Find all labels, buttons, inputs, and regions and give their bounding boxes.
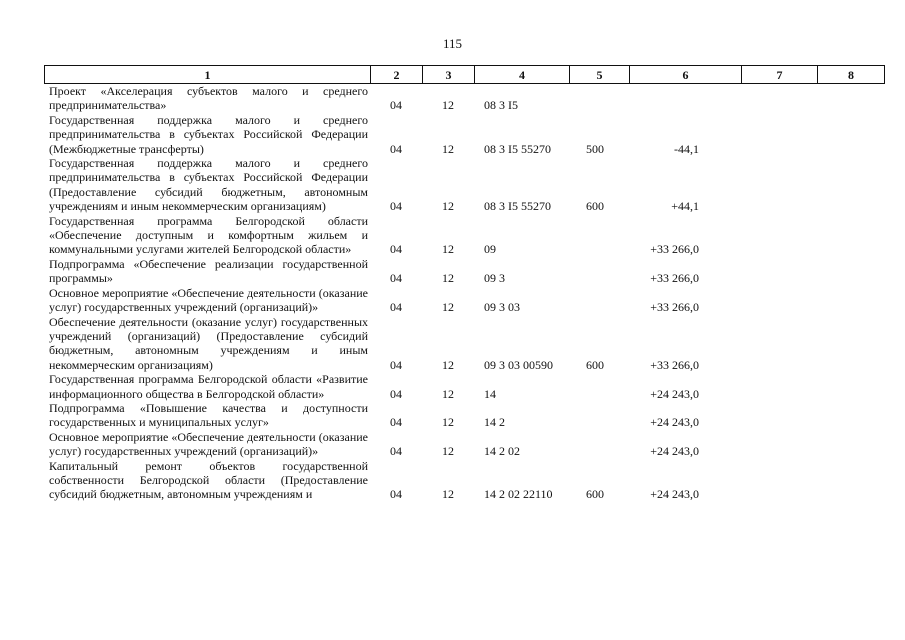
row-amount: -44,1: [674, 141, 699, 156]
table-row: [44, 84, 884, 113]
row-subsection: 12: [442, 199, 454, 214]
row-expense-type: 600: [586, 199, 604, 214]
row-subsection: 12: [442, 444, 454, 459]
row-amount: +33 266,0: [650, 300, 699, 315]
row-amount: +24 243,0: [650, 487, 699, 502]
header-col-2: 2: [371, 66, 423, 84]
row-target-code: 09: [484, 242, 496, 257]
row-section: 04: [390, 415, 402, 430]
header-col-7: 7: [742, 66, 818, 84]
row-subsection: 12: [442, 357, 454, 372]
row-amount: +24 243,0: [650, 386, 699, 401]
table-row: [44, 286, 884, 315]
row-name: Основное мероприятие «Обеспечение деятельности (оказание услуг) государственных учреждений (организаций)»: [49, 285, 368, 315]
row-section: 04: [390, 300, 402, 315]
header-col-6: 6: [630, 66, 742, 84]
row-target-code: 14 2 02: [484, 444, 520, 459]
header-col-8: 8: [818, 66, 885, 84]
row-section: 04: [390, 357, 402, 372]
row-subsection: 12: [442, 415, 454, 430]
row-subsection: 12: [442, 242, 454, 257]
row-target-code: 09 3 03 00590: [484, 357, 553, 372]
row-name: Подпрограмма «Обеспечение реализации государственной программы»: [49, 256, 368, 286]
row-section: 04: [390, 199, 402, 214]
row-section: 04: [390, 386, 402, 401]
header-col-5: 5: [570, 66, 630, 84]
row-section: 04: [390, 141, 402, 156]
row-name: Обеспечение деятельности (оказание услуг) государственных учреждений (организаций) (Предоставление субсидий бюджетным, автономным учреждениям и иным некоммерческим организациям): [49, 314, 368, 372]
row-subsection: 12: [442, 98, 454, 113]
row-name: Государственная поддержка малого и среднего предпринимательства в субъектах Российской Федерации (Межбюджетные трансферты): [49, 112, 368, 156]
row-amount: +33 266,0: [650, 242, 699, 257]
table-row: [44, 214, 884, 257]
header-col-1: 1: [45, 66, 371, 84]
row-name: Государственная поддержка малого и среднего предпринимательства в субъектах Российской Федерации (Предоставление субсидий бюджетным, автономным учреждениям и иным некоммерческим организациям): [49, 156, 368, 214]
table-row: [44, 113, 884, 156]
row-target-code: 14 2 02 22110: [484, 487, 553, 502]
row-amount: +24 243,0: [650, 444, 699, 459]
row-target-code: 08 3 I5 55270: [484, 199, 551, 214]
row-subsection: 12: [442, 487, 454, 502]
row-subsection: 12: [442, 141, 454, 156]
row-expense-type: 500: [586, 141, 604, 156]
table-row: [44, 372, 884, 401]
row-name: Государственная программа Белгородской области «Развитие информационного общества в Белгородской области»: [49, 372, 368, 401]
table-row: [44, 156, 884, 214]
header-col-4: 4: [475, 66, 570, 84]
row-section: 04: [390, 487, 402, 502]
table-row: [44, 315, 884, 373]
row-target-code: 08 3 I5: [484, 98, 518, 113]
row-expense-type: 600: [586, 487, 604, 502]
row-expense-type: 600: [586, 357, 604, 372]
row-target-code: 14 2: [484, 415, 505, 430]
row-section: 04: [390, 242, 402, 257]
table-row: [44, 401, 884, 430]
row-amount: +24 243,0: [650, 415, 699, 430]
row-target-code: 09 3 03: [484, 300, 520, 315]
row-target-code: 14: [484, 386, 496, 401]
row-target-code: 09 3: [484, 271, 505, 286]
row-subsection: 12: [442, 386, 454, 401]
row-name: Основное мероприятие «Обеспечение деятельности (оказание услуг) государственных учреждений (организаций)»: [49, 429, 368, 459]
row-section: 04: [390, 271, 402, 286]
row-name: Подпрограмма «Повышение качества и доступности государственных и муниципальных услуг»: [49, 400, 368, 430]
row-name: Капитальный ремонт объектов государственной собственности Белгородской области (Предоставление субсидий бюджетным, автономным учреждениям и: [49, 458, 368, 502]
table-row: [44, 430, 884, 459]
row-name: Проект «Акселерация субъектов малого и среднего предпринимательства»: [49, 84, 368, 113]
table-header: [44, 65, 885, 84]
row-section: 04: [390, 444, 402, 459]
row-section: 04: [390, 98, 402, 113]
row-name: Государственная программа Белгородской области «Обеспечение доступным и комфортным жильем и коммунальными услугами жителей Белгородской области»: [49, 213, 368, 257]
header-col-3: 3: [423, 66, 475, 84]
row-amount: +44,1: [671, 199, 699, 214]
row-amount: +33 266,0: [650, 357, 699, 372]
table-row: [44, 459, 884, 502]
row-amount: +33 266,0: [650, 271, 699, 286]
table-row: [44, 257, 884, 286]
row-subsection: 12: [442, 271, 454, 286]
page-number: 115: [442, 36, 463, 51]
row-subsection: 12: [442, 300, 454, 315]
row-target-code: 08 3 I5 55270: [484, 141, 551, 156]
table-body: [44, 84, 884, 502]
